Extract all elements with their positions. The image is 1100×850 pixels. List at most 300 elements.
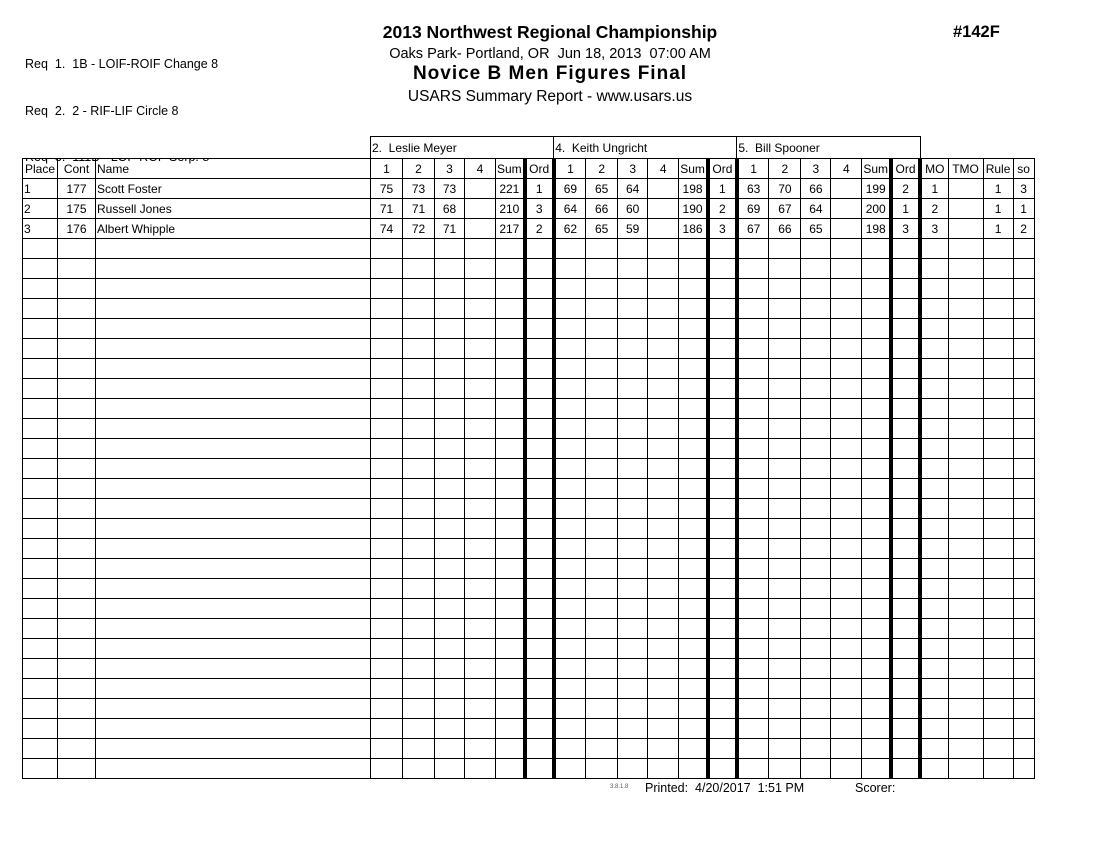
score-cell [554, 319, 586, 339]
ord-cell [891, 499, 920, 519]
cont-cell [58, 499, 96, 519]
score-cell [737, 759, 769, 779]
score-cell [769, 579, 801, 599]
score-cell [554, 559, 586, 579]
ord-cell: 3 [525, 199, 554, 219]
score-cell [831, 559, 862, 579]
score-cell [586, 239, 618, 259]
score-cell [648, 619, 679, 639]
score-cell [435, 639, 465, 659]
score-cell [371, 319, 403, 339]
score-cell [586, 279, 618, 299]
mo-cell [920, 659, 948, 679]
score-cell [737, 279, 769, 299]
score-cell [435, 399, 465, 419]
score-cell [769, 479, 801, 499]
ord-cell [525, 519, 554, 539]
score-cell [435, 339, 465, 359]
score-cell [648, 479, 679, 499]
ord-cell [525, 659, 554, 679]
sum-cell [679, 359, 708, 379]
sum-cell [862, 719, 891, 739]
score-cell [737, 699, 769, 719]
cont-cell [58, 419, 96, 439]
score-cell [586, 379, 618, 399]
score-cell [801, 759, 831, 779]
score-cell [403, 519, 435, 539]
ord-cell [525, 699, 554, 719]
score-cell [465, 599, 496, 619]
score-cell [465, 619, 496, 639]
score-table [22, 136, 1035, 779]
score-cell [371, 299, 403, 319]
score-cell [618, 619, 648, 639]
score-cell [435, 259, 465, 279]
sum-cell [679, 639, 708, 659]
score-cell [648, 319, 679, 339]
cont-cell [58, 599, 96, 619]
mo-cell [920, 499, 948, 519]
so-cell [1013, 299, 1034, 319]
ord-cell [891, 739, 920, 759]
tmo-cell [948, 339, 983, 359]
score-cell [648, 279, 679, 299]
score-cell [371, 759, 403, 779]
score-cell [618, 479, 648, 499]
score-cell [586, 519, 618, 539]
score-cell [648, 579, 679, 599]
score-cell [801, 319, 831, 339]
ord-cell: 2 [525, 219, 554, 239]
place-cell [23, 359, 58, 379]
tmo-cell [948, 419, 983, 439]
place-cell [23, 239, 58, 259]
score-cell [371, 459, 403, 479]
empty-table-row [23, 519, 1035, 539]
sum-cell [862, 599, 891, 619]
place-cell [23, 699, 58, 719]
ord-cell [708, 599, 737, 619]
score-cell: 63 [737, 179, 769, 199]
score-cell [554, 359, 586, 379]
ord-cell [708, 459, 737, 479]
score-cell [769, 759, 801, 779]
so-cell [1013, 659, 1034, 679]
score-cell [618, 359, 648, 379]
sum-cell [496, 299, 525, 319]
col-header-score: 3 [801, 159, 831, 179]
score-cell [648, 399, 679, 419]
score-cell [618, 299, 648, 319]
ord-cell [891, 719, 920, 739]
name-cell [96, 599, 371, 619]
score-cell [831, 639, 862, 659]
ord-cell [708, 479, 737, 499]
col-header-score: 2 [403, 159, 435, 179]
ord-cell [891, 259, 920, 279]
score-cell: 70 [769, 179, 801, 199]
so-cell [1013, 319, 1034, 339]
empty-table-row [23, 359, 1035, 379]
sum-cell [862, 239, 891, 259]
score-cell [586, 259, 618, 279]
score-cell [435, 379, 465, 399]
score-cell [801, 419, 831, 439]
name-cell [96, 339, 371, 359]
mo-cell [920, 699, 948, 719]
rule-cell [983, 519, 1013, 539]
score-cell [586, 639, 618, 659]
requirement-line: Req 2. 2 - RIF-LIF Circle 8 [25, 103, 179, 118]
score-cell [801, 739, 831, 759]
column-header-row [23, 159, 1035, 179]
cont-cell [58, 359, 96, 379]
place-cell [23, 259, 58, 279]
so-cell [1013, 539, 1034, 559]
judge-header-row [23, 137, 1035, 159]
ord-cell [708, 659, 737, 679]
score-cell [769, 439, 801, 459]
score-cell [737, 339, 769, 359]
score-cell [769, 599, 801, 619]
score-cell [737, 379, 769, 399]
score-cell [586, 559, 618, 579]
score-cell [737, 399, 769, 419]
ord-cell [525, 679, 554, 699]
score-cell [371, 699, 403, 719]
tmo-cell [948, 699, 983, 719]
judge-3-name: 5. Bill Spooner [737, 137, 920, 159]
score-cell [737, 519, 769, 539]
score-cell [403, 499, 435, 519]
col-header-ord: Ord [891, 159, 920, 179]
ord-cell [891, 519, 920, 539]
sum-cell [679, 739, 708, 759]
sum-cell [496, 539, 525, 559]
score-cell [435, 459, 465, 479]
ord-cell [708, 639, 737, 659]
judge-row-spacer-right [920, 137, 1034, 159]
score-cell [554, 719, 586, 739]
ord-cell [891, 619, 920, 639]
score-cell [403, 579, 435, 599]
col-header-score: 4 [465, 159, 496, 179]
score-cell [554, 659, 586, 679]
empty-table-row [23, 699, 1035, 719]
sum-cell [862, 679, 891, 699]
score-cell [586, 719, 618, 739]
score-cell [586, 439, 618, 459]
score-cell [554, 759, 586, 779]
sum-cell: 190 [679, 199, 708, 219]
score-cell [371, 599, 403, 619]
ord-cell [891, 399, 920, 419]
sum-cell [679, 619, 708, 639]
empty-table-row [23, 739, 1035, 759]
score-cell [831, 199, 862, 219]
score-cell [465, 459, 496, 479]
title-block [0, 22, 1100, 106]
score-cell [586, 459, 618, 479]
software-version: 3.8.1.8 [610, 784, 629, 790]
ord-cell [525, 499, 554, 519]
place-cell [23, 519, 58, 539]
ord-cell [708, 339, 737, 359]
event-number: #142F [953, 23, 1000, 41]
score-cell [648, 719, 679, 739]
empty-table-row [23, 499, 1035, 519]
ord-cell [708, 239, 737, 259]
ord-cell [525, 239, 554, 259]
score-cell [737, 499, 769, 519]
ord-cell [525, 419, 554, 439]
place-cell [23, 459, 58, 479]
score-cell [648, 199, 679, 219]
sum-cell [862, 299, 891, 319]
col-header-score: 1 [737, 159, 769, 179]
empty-table-row [23, 379, 1035, 399]
score-cell [554, 299, 586, 319]
sum-cell [679, 479, 708, 499]
place-cell [23, 679, 58, 699]
sum-cell [496, 719, 525, 739]
sum-cell: 198 [679, 179, 708, 199]
score-cell [465, 199, 496, 219]
so-cell [1013, 459, 1034, 479]
score-cell [465, 679, 496, 699]
sum-cell: 210 [496, 199, 525, 219]
so-cell [1013, 559, 1034, 579]
score-cell [831, 239, 862, 259]
tmo-cell [948, 379, 983, 399]
name-cell [96, 259, 371, 279]
score-cell [554, 599, 586, 619]
place-cell [23, 559, 58, 579]
name-cell [96, 419, 371, 439]
so-cell [1013, 599, 1034, 619]
ord-cell [708, 499, 737, 519]
score-cell [465, 219, 496, 239]
ord-cell: 2 [708, 199, 737, 219]
score-cell [648, 759, 679, 779]
place-cell [23, 319, 58, 339]
rule-cell [983, 439, 1013, 459]
score-cell [831, 579, 862, 599]
mo-cell [920, 359, 948, 379]
score-cell [769, 339, 801, 359]
ord-cell: 3 [708, 219, 737, 239]
sum-cell [496, 459, 525, 479]
score-cell [403, 319, 435, 339]
score-cell [465, 299, 496, 319]
place-cell [23, 399, 58, 419]
tmo-cell [948, 439, 983, 459]
col-header-score: 3 [618, 159, 648, 179]
empty-table-row [23, 399, 1035, 419]
col-header-score: 2 [769, 159, 801, 179]
rule-cell [983, 459, 1013, 479]
place-cell: 3 [23, 219, 58, 239]
mo-cell [920, 739, 948, 759]
score-cell [371, 339, 403, 359]
ord-cell [708, 439, 737, 459]
ord-cell [708, 699, 737, 719]
place-cell [23, 479, 58, 499]
score-cell: 69 [737, 199, 769, 219]
rule-cell [983, 579, 1013, 599]
score-cell: 75 [371, 179, 403, 199]
so-cell [1013, 499, 1034, 519]
ord-cell [525, 479, 554, 499]
score-cell [465, 479, 496, 499]
score-cell [831, 399, 862, 419]
score-cell [737, 319, 769, 339]
empty-table-row [23, 259, 1035, 279]
sum-cell [496, 379, 525, 399]
score-cell [435, 239, 465, 259]
sum-cell [496, 519, 525, 539]
ord-cell [891, 699, 920, 719]
score-cell [769, 679, 801, 699]
so-cell [1013, 239, 1034, 259]
judge-2-name: 4. Keith Ungricht [554, 137, 737, 159]
score-cell [586, 739, 618, 759]
score-cell [648, 419, 679, 439]
score-cell [586, 499, 618, 519]
mo-cell [920, 299, 948, 319]
score-cell [648, 499, 679, 519]
mo-cell [920, 719, 948, 739]
score-cell [403, 279, 435, 299]
place-cell [23, 619, 58, 639]
score-cell [801, 299, 831, 319]
score-cell [801, 479, 831, 499]
sum-cell [862, 339, 891, 359]
score-cell [831, 219, 862, 239]
score-cell [801, 519, 831, 539]
score-cell [403, 379, 435, 399]
cont-cell [58, 319, 96, 339]
ord-cell: 1 [891, 199, 920, 219]
rule-cell [983, 739, 1013, 759]
rule-cell [983, 619, 1013, 639]
ord-cell [525, 639, 554, 659]
sum-cell [862, 259, 891, 279]
name-cell [96, 319, 371, 339]
tmo-cell [948, 519, 983, 539]
empty-table-row [23, 619, 1035, 639]
rule-cell [983, 559, 1013, 579]
sum-cell [862, 559, 891, 579]
score-cell [435, 679, 465, 699]
so-cell [1013, 339, 1034, 359]
ord-cell: 2 [891, 179, 920, 199]
score-cell [403, 239, 435, 259]
sum-cell [496, 759, 525, 779]
score-cell [648, 639, 679, 659]
tmo-cell [948, 659, 983, 679]
so-cell [1013, 359, 1034, 379]
name-cell [96, 279, 371, 299]
score-cell [403, 259, 435, 279]
score-cell [465, 419, 496, 439]
score-cell: 68 [435, 199, 465, 219]
score-cell [801, 339, 831, 359]
ord-cell [891, 439, 920, 459]
sum-cell: 221 [496, 179, 525, 199]
score-cell [435, 439, 465, 459]
empty-table-row [23, 579, 1035, 599]
score-cell [801, 699, 831, 719]
name-cell [96, 239, 371, 259]
sum-cell [862, 519, 891, 539]
score-cell [769, 319, 801, 339]
ord-cell [708, 319, 737, 339]
so-cell: 3 [1013, 179, 1034, 199]
sum-cell [679, 279, 708, 299]
empty-table-row [23, 559, 1035, 579]
tmo-cell [948, 679, 983, 699]
rule-cell [983, 599, 1013, 619]
score-cell [586, 679, 618, 699]
score-cell [648, 539, 679, 559]
sum-cell [862, 579, 891, 599]
ord-cell [708, 739, 737, 759]
score-cell [831, 499, 862, 519]
score-cell [648, 519, 679, 539]
mo-cell [920, 479, 948, 499]
ord-cell [525, 719, 554, 739]
sum-cell [496, 559, 525, 579]
score-cell [465, 639, 496, 659]
score-cell [465, 339, 496, 359]
tmo-cell [948, 459, 983, 479]
tmo-cell [948, 319, 983, 339]
ord-cell [708, 419, 737, 439]
score-cell [371, 479, 403, 499]
score-cell [618, 499, 648, 519]
name-cell [96, 639, 371, 659]
mo-cell [920, 339, 948, 359]
sum-cell [679, 539, 708, 559]
ord-cell [525, 599, 554, 619]
score-cell [801, 439, 831, 459]
score-cell [769, 299, 801, 319]
sum-cell [496, 499, 525, 519]
score-cell [648, 339, 679, 359]
empty-table-row [23, 599, 1035, 619]
rule-cell [983, 319, 1013, 339]
col-header-score: 1 [371, 159, 403, 179]
score-cell [769, 419, 801, 439]
score-cell [769, 719, 801, 739]
score-cell [371, 439, 403, 459]
ord-cell [525, 439, 554, 459]
ord-cell [525, 759, 554, 779]
score-table-body [23, 179, 1035, 779]
score-cell [648, 299, 679, 319]
mo-cell [920, 239, 948, 259]
score-cell [769, 379, 801, 399]
score-cell [831, 519, 862, 539]
cont-cell [58, 379, 96, 399]
score-cell [648, 259, 679, 279]
score-cell: 66 [801, 179, 831, 199]
score-cell [831, 619, 862, 639]
score-cell [435, 539, 465, 559]
rule-cell [983, 399, 1013, 419]
place-cell: 1 [23, 179, 58, 199]
